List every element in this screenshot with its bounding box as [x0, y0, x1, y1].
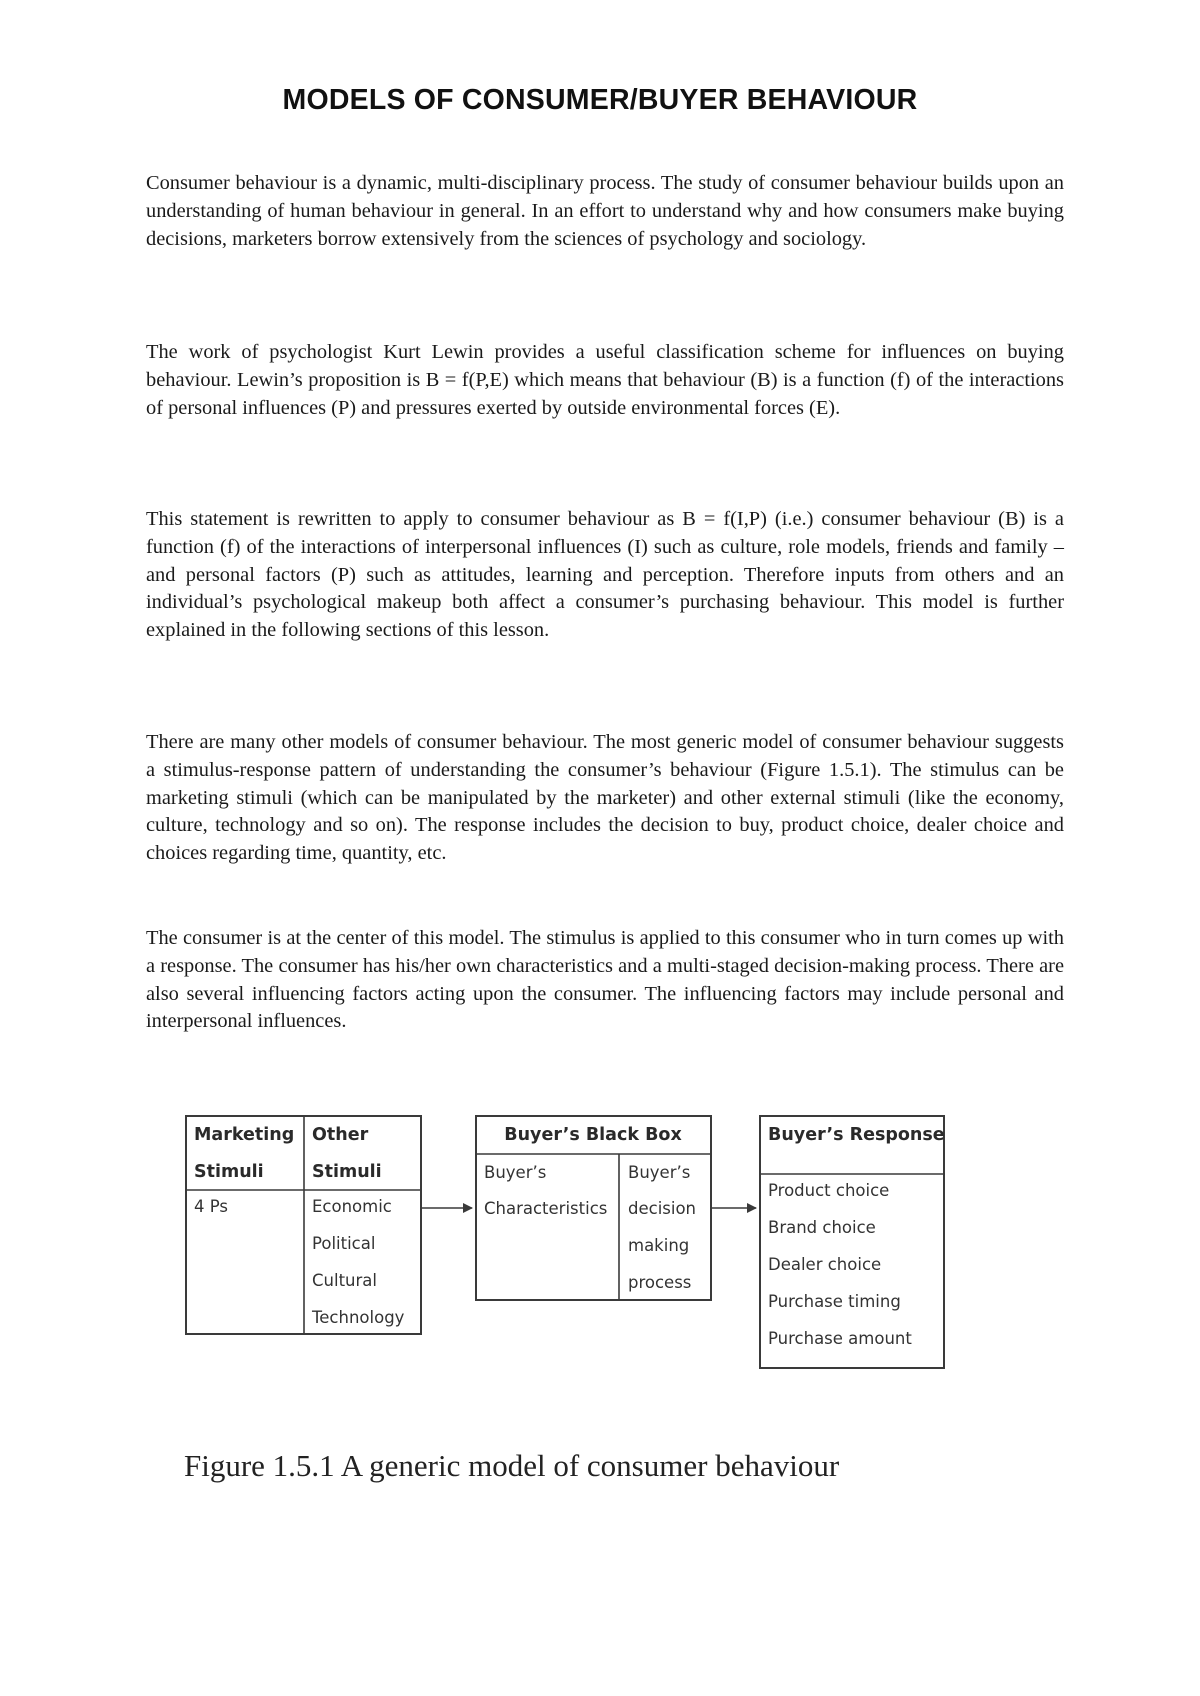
other-stimuli-header-line1: Other [312, 1125, 369, 1145]
buyer-decision-line1: Buyer’s [628, 1163, 691, 1182]
other-stimuli-item-technology: Technology [312, 1308, 405, 1327]
black-box-header: Buyer’s Black Box [504, 1125, 682, 1145]
response-item-dealer-choice: Dealer choice [768, 1255, 882, 1274]
buyer-decision-line3: making [628, 1236, 690, 1255]
buyer-characteristics-line2: Characteristics [484, 1199, 608, 1218]
marketing-stimuli-header-line1: Marketing [194, 1125, 295, 1145]
buyer-characteristics-line1: Buyer’s [484, 1163, 547, 1182]
response-table [760, 1116, 945, 1368]
marketing-stimuli-header-line2: Stimuli [194, 1162, 264, 1182]
paragraph-consumer-center: The consumer is at the center of this model. The stimulus is applied to this consumer who in turn comes up with a response. The consumer has his/her own characteristics and a multi-staged decision-making process. There are also several influencing factors acting upon the consumer. The influencing factors may include personal and interpersonal influences. [146, 927, 1064, 1033]
response-item-purchase-amount: Purchase amount [768, 1329, 912, 1348]
other-stimuli-item-economic: Economic [312, 1197, 392, 1216]
figure-caption: Figure 1.5.1 A generic model of consumer behaviour [184, 1448, 840, 1483]
response-item-product-choice: Product choice [768, 1181, 890, 1200]
response-header: Buyer’s Response [768, 1125, 945, 1145]
paragraph-generic-model: There are many other models of consumer behaviour. The most generic model of consumer behaviour suggests a stimulus-response pattern of understanding the consumer’s behaviour (Figure 1.5.1). The stimulus can be marketing stimuli (which can be manipulated by the marketer) and other external stimuli (like the economy, culture, technology and so on). The response includes the decision to buy, product choice, dealer choice and choices regarding time, quantity, etc. [146, 731, 1064, 865]
page-title: MODELS OF CONSUMER/BUYER BEHAVIOUR [282, 84, 918, 116]
buyer-decision-line2: decision [628, 1199, 697, 1218]
marketing-stimuli-item: 4 Ps [194, 1197, 228, 1216]
paragraph-intro: Consumer behaviour is a dynamic, multi-disciplinary process. The study of consumer behaviour builds upon an understanding of human behaviour in general. In an effort to understand why and how consumers make buying decisions, marketers borrow extensively from the sciences of psychology and sociology. [146, 172, 1064, 250]
response-item-purchase-timing: Purchase timing [768, 1292, 901, 1311]
stimuli-table [186, 1116, 421, 1334]
buyer-decision-line4: process [628, 1273, 692, 1292]
paragraph-rewritten-model: This statement is rewritten to apply to consumer behaviour as B = f(I,P) (i.e.) consumer behaviour (B) is a function (f) of the interactions of interpersonal influences (I) such as culture, role models, friends and family – and personal factors (P) such as attitudes, learning and perception. Therefore inputs from others and an individual’s psychological makeup both affect a consumer’s purchasing behaviour. This model is further explained in the following sections of this lesson. [146, 508, 1064, 642]
paragraph-lewin: The work of psychologist Kurt Lewin provides a useful classification scheme for influences on buying behaviour. Lewin’s proposition is B = f(P,E) which means that behaviour (B) is a function (f) of the interactions of personal influences (P) and pressures exerted by outside environmental forces (E). [146, 341, 1064, 419]
response-item-brand-choice: Brand choice [768, 1218, 876, 1237]
other-stimuli-header-line2: Stimuli [312, 1162, 382, 1182]
other-stimuli-item-political: Political [312, 1234, 376, 1253]
black-box-table [476, 1116, 711, 1300]
other-stimuli-item-cultural: Cultural [312, 1271, 377, 1290]
